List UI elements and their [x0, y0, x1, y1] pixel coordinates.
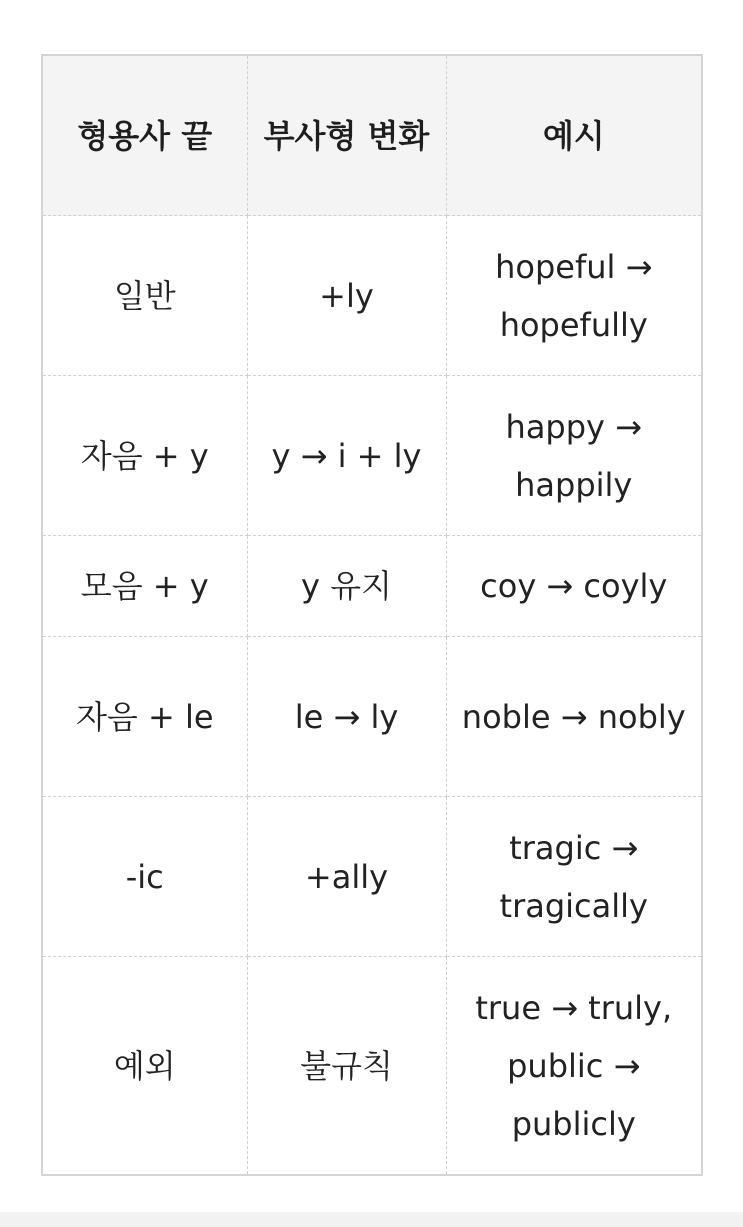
table-row	[42, 637, 702, 797]
table-row	[42, 797, 702, 957]
table-row	[42, 536, 702, 637]
cell-change: y → i + ly	[247, 376, 446, 536]
cell-change: le → ly	[247, 637, 446, 797]
cell-example: true → truly, public → publicly	[446, 957, 702, 1176]
cell-ending: 일반	[42, 216, 247, 376]
cell-change: +ally	[247, 797, 446, 957]
header-ending: 형용사 끝	[42, 55, 247, 216]
cell-example: coy → coyly	[446, 536, 702, 637]
table-row	[42, 376, 702, 536]
cell-example: noble → nobly	[446, 637, 702, 797]
cell-ending: 자음 + y	[42, 376, 247, 536]
header-row	[42, 55, 702, 216]
cell-change: y 유지	[247, 536, 446, 637]
cell-change: +ly	[247, 216, 446, 376]
cell-ending: -ic	[42, 797, 247, 957]
table-row	[42, 216, 702, 376]
cell-example: hopeful → hopefully	[446, 216, 702, 376]
cell-ending: 모음 + y	[42, 536, 247, 637]
table-body	[42, 216, 702, 1176]
header-example: 예시	[446, 55, 702, 216]
adverb-rules-table	[41, 54, 703, 1176]
cell-example: happy → happily	[446, 376, 702, 536]
cell-example: tragic → tragically	[446, 797, 702, 957]
cell-change: 불규칙	[247, 957, 446, 1176]
header-change: 부사형 변화	[247, 55, 446, 216]
cell-ending: 자음 + le	[42, 637, 247, 797]
bottom-strip	[0, 1212, 743, 1227]
table-row	[42, 957, 702, 1176]
table-header	[42, 55, 702, 216]
cell-ending: 예외	[42, 957, 247, 1176]
